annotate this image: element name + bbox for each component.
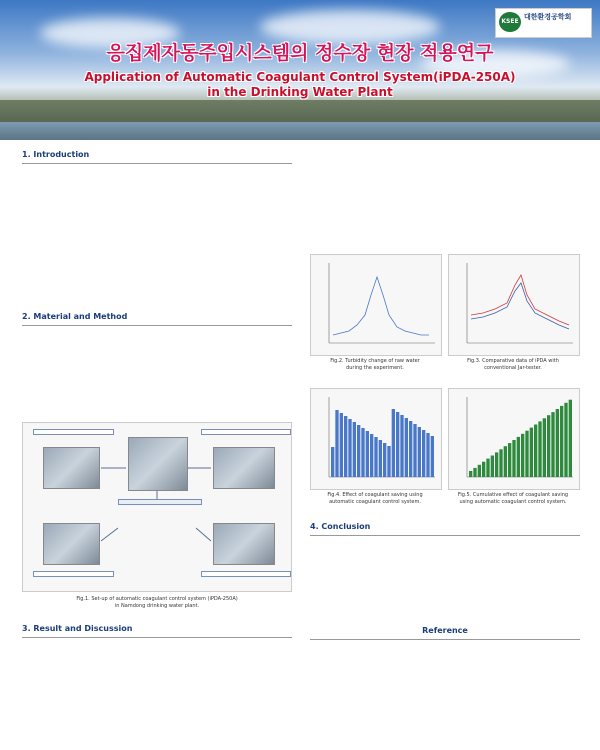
- right-column: [310, 150, 580, 644]
- bar-mark: [383, 443, 386, 477]
- bar-mark: [400, 415, 403, 477]
- bar-mark: [491, 456, 494, 478]
- bar-mark: [361, 428, 364, 477]
- conclusion-item-2: [310, 576, 580, 592]
- bar-mark: [340, 413, 343, 477]
- figure-4-plot: [311, 389, 441, 489]
- bar-mark: [331, 447, 334, 477]
- figure-2-caption-line2: during the experiment.: [346, 365, 404, 371]
- results-paragraph-1: [22, 642, 292, 678]
- banner-water: [0, 122, 600, 140]
- divider: [310, 639, 580, 640]
- conclusion-item-3: [310, 598, 580, 614]
- figure-2-turbidity-chart: [310, 254, 442, 356]
- bar-mark: [357, 425, 360, 477]
- bar-mark: [551, 412, 554, 477]
- divider: [22, 325, 292, 326]
- bar-mark: [396, 412, 399, 477]
- bar-mark: [530, 428, 533, 477]
- bar-mark: [547, 415, 550, 477]
- figure-1-caption-line2: in Namdong drinking water plant.: [114, 603, 200, 609]
- bar-mark: [344, 416, 347, 477]
- figure-3-caption-line1: Fig.3. Comparative data of iPDA with: [467, 358, 559, 364]
- bar-mark: [426, 433, 429, 477]
- bar-mark: [374, 437, 377, 477]
- divider: [22, 163, 292, 164]
- results-paragraph-3: [310, 218, 580, 248]
- bar-mark: [422, 430, 425, 477]
- bar-mark: [418, 427, 421, 477]
- figure-1-arrows: [23, 423, 291, 591]
- section-title-method: 2. Material and Method: [22, 312, 128, 321]
- figure-5-cumulative-chart: [448, 388, 580, 490]
- figure-3-caption: [448, 358, 578, 372]
- bar-mark: [556, 409, 559, 477]
- figure-1-caption: [22, 596, 292, 610]
- bar-mark: [534, 425, 537, 478]
- figure-row-bottom: [310, 388, 580, 518]
- figure-2-caption: [310, 358, 440, 372]
- figure-4-caption: [310, 492, 440, 506]
- bar-mark: [469, 471, 472, 477]
- figure-3-plot: [449, 255, 579, 355]
- conclusion-intro: [310, 540, 580, 548]
- bar-mark: [473, 468, 476, 477]
- figure-4-caption-line1: Fig.4. Effect of coagulant saving using: [327, 492, 423, 498]
- figure-1-caption-line1: Fig.1. Set-up of automatic coagulant control system (iPDA-250A): [76, 596, 238, 602]
- bar-mark: [512, 440, 515, 477]
- bar-mark: [431, 436, 434, 477]
- method-paragraph-1: [22, 330, 292, 416]
- bar-mark: [482, 462, 485, 477]
- figure-3-comparison-chart: [448, 254, 580, 356]
- bar-mark: [525, 431, 528, 477]
- reference-title: Reference: [422, 626, 468, 635]
- results-paragraph-2: [310, 150, 580, 212]
- bar-mark: [521, 434, 524, 477]
- bar-mark: [353, 422, 356, 477]
- bar-mark: [564, 403, 567, 477]
- bar-mark: [499, 449, 502, 477]
- section-title-conclusion: 4. Conclusion: [310, 522, 371, 531]
- title-korean: 응집제자동주입시스템의 정수장 현장 적용연구: [106, 42, 494, 64]
- bar-mark: [348, 419, 351, 477]
- bar-mark: [478, 465, 481, 477]
- bar-mark: [387, 446, 390, 477]
- bar-mark: [335, 410, 338, 477]
- bar-mark: [543, 418, 546, 477]
- title-english-line2: in the Drinking Water Plant: [207, 85, 393, 99]
- society-logo: [495, 8, 592, 38]
- title-english-line1: Application of Automatic Coagulant Control System(iPDA-250A): [84, 70, 516, 84]
- bar-mark: [504, 446, 507, 477]
- figure-1-setup-diagram: [22, 422, 292, 592]
- figure-2-plot: [311, 255, 441, 355]
- figure-5-plot: [449, 389, 579, 489]
- figure-5-caption: [448, 492, 578, 506]
- figure-5-caption-line2: using automatic coagulant control system.: [459, 499, 567, 505]
- bar-mark: [538, 421, 541, 477]
- logo-mark-icon: KSEE: [499, 12, 521, 32]
- section-title-introduction: 1. Introduction: [22, 150, 90, 159]
- bar-mark: [495, 452, 498, 477]
- bar-mark: [517, 437, 520, 477]
- bar-mark: [560, 406, 563, 477]
- bar-mark: [370, 434, 373, 477]
- intro-paragraph-1: [22, 168, 292, 256]
- bar-mark: [486, 459, 489, 477]
- left-column: [22, 150, 292, 684]
- bar-mark: [409, 421, 412, 477]
- bar-mark: [508, 443, 511, 477]
- figure-3-caption-line2: conventional Jar-tester.: [484, 365, 542, 371]
- divider: [310, 535, 580, 536]
- figure-row-top: [310, 254, 580, 384]
- bar-mark: [413, 424, 416, 477]
- bar-mark: [366, 431, 369, 477]
- bar-mark: [392, 409, 395, 477]
- logo-name: 대한환경공학회: [524, 13, 572, 21]
- intro-paragraph-2: [22, 262, 292, 302]
- title-english: [0, 70, 600, 100]
- conclusion-item-1: [310, 554, 580, 570]
- bar-mark: [379, 440, 382, 477]
- bar-mark: [405, 418, 408, 477]
- bar-mark: [569, 400, 572, 477]
- divider: [22, 637, 292, 638]
- figure-4-caption-line2: automatic coagulant control system.: [329, 499, 421, 505]
- section-title-results: 3. Result and Discussion: [22, 624, 133, 633]
- figure-4-saving-chart: [310, 388, 442, 490]
- figure-5-caption-line1: Fig.5. Cumulative effect of coagulant saving: [457, 492, 569, 498]
- figure-2-caption-line1: Fig.2. Turbidity change of raw water: [330, 358, 420, 364]
